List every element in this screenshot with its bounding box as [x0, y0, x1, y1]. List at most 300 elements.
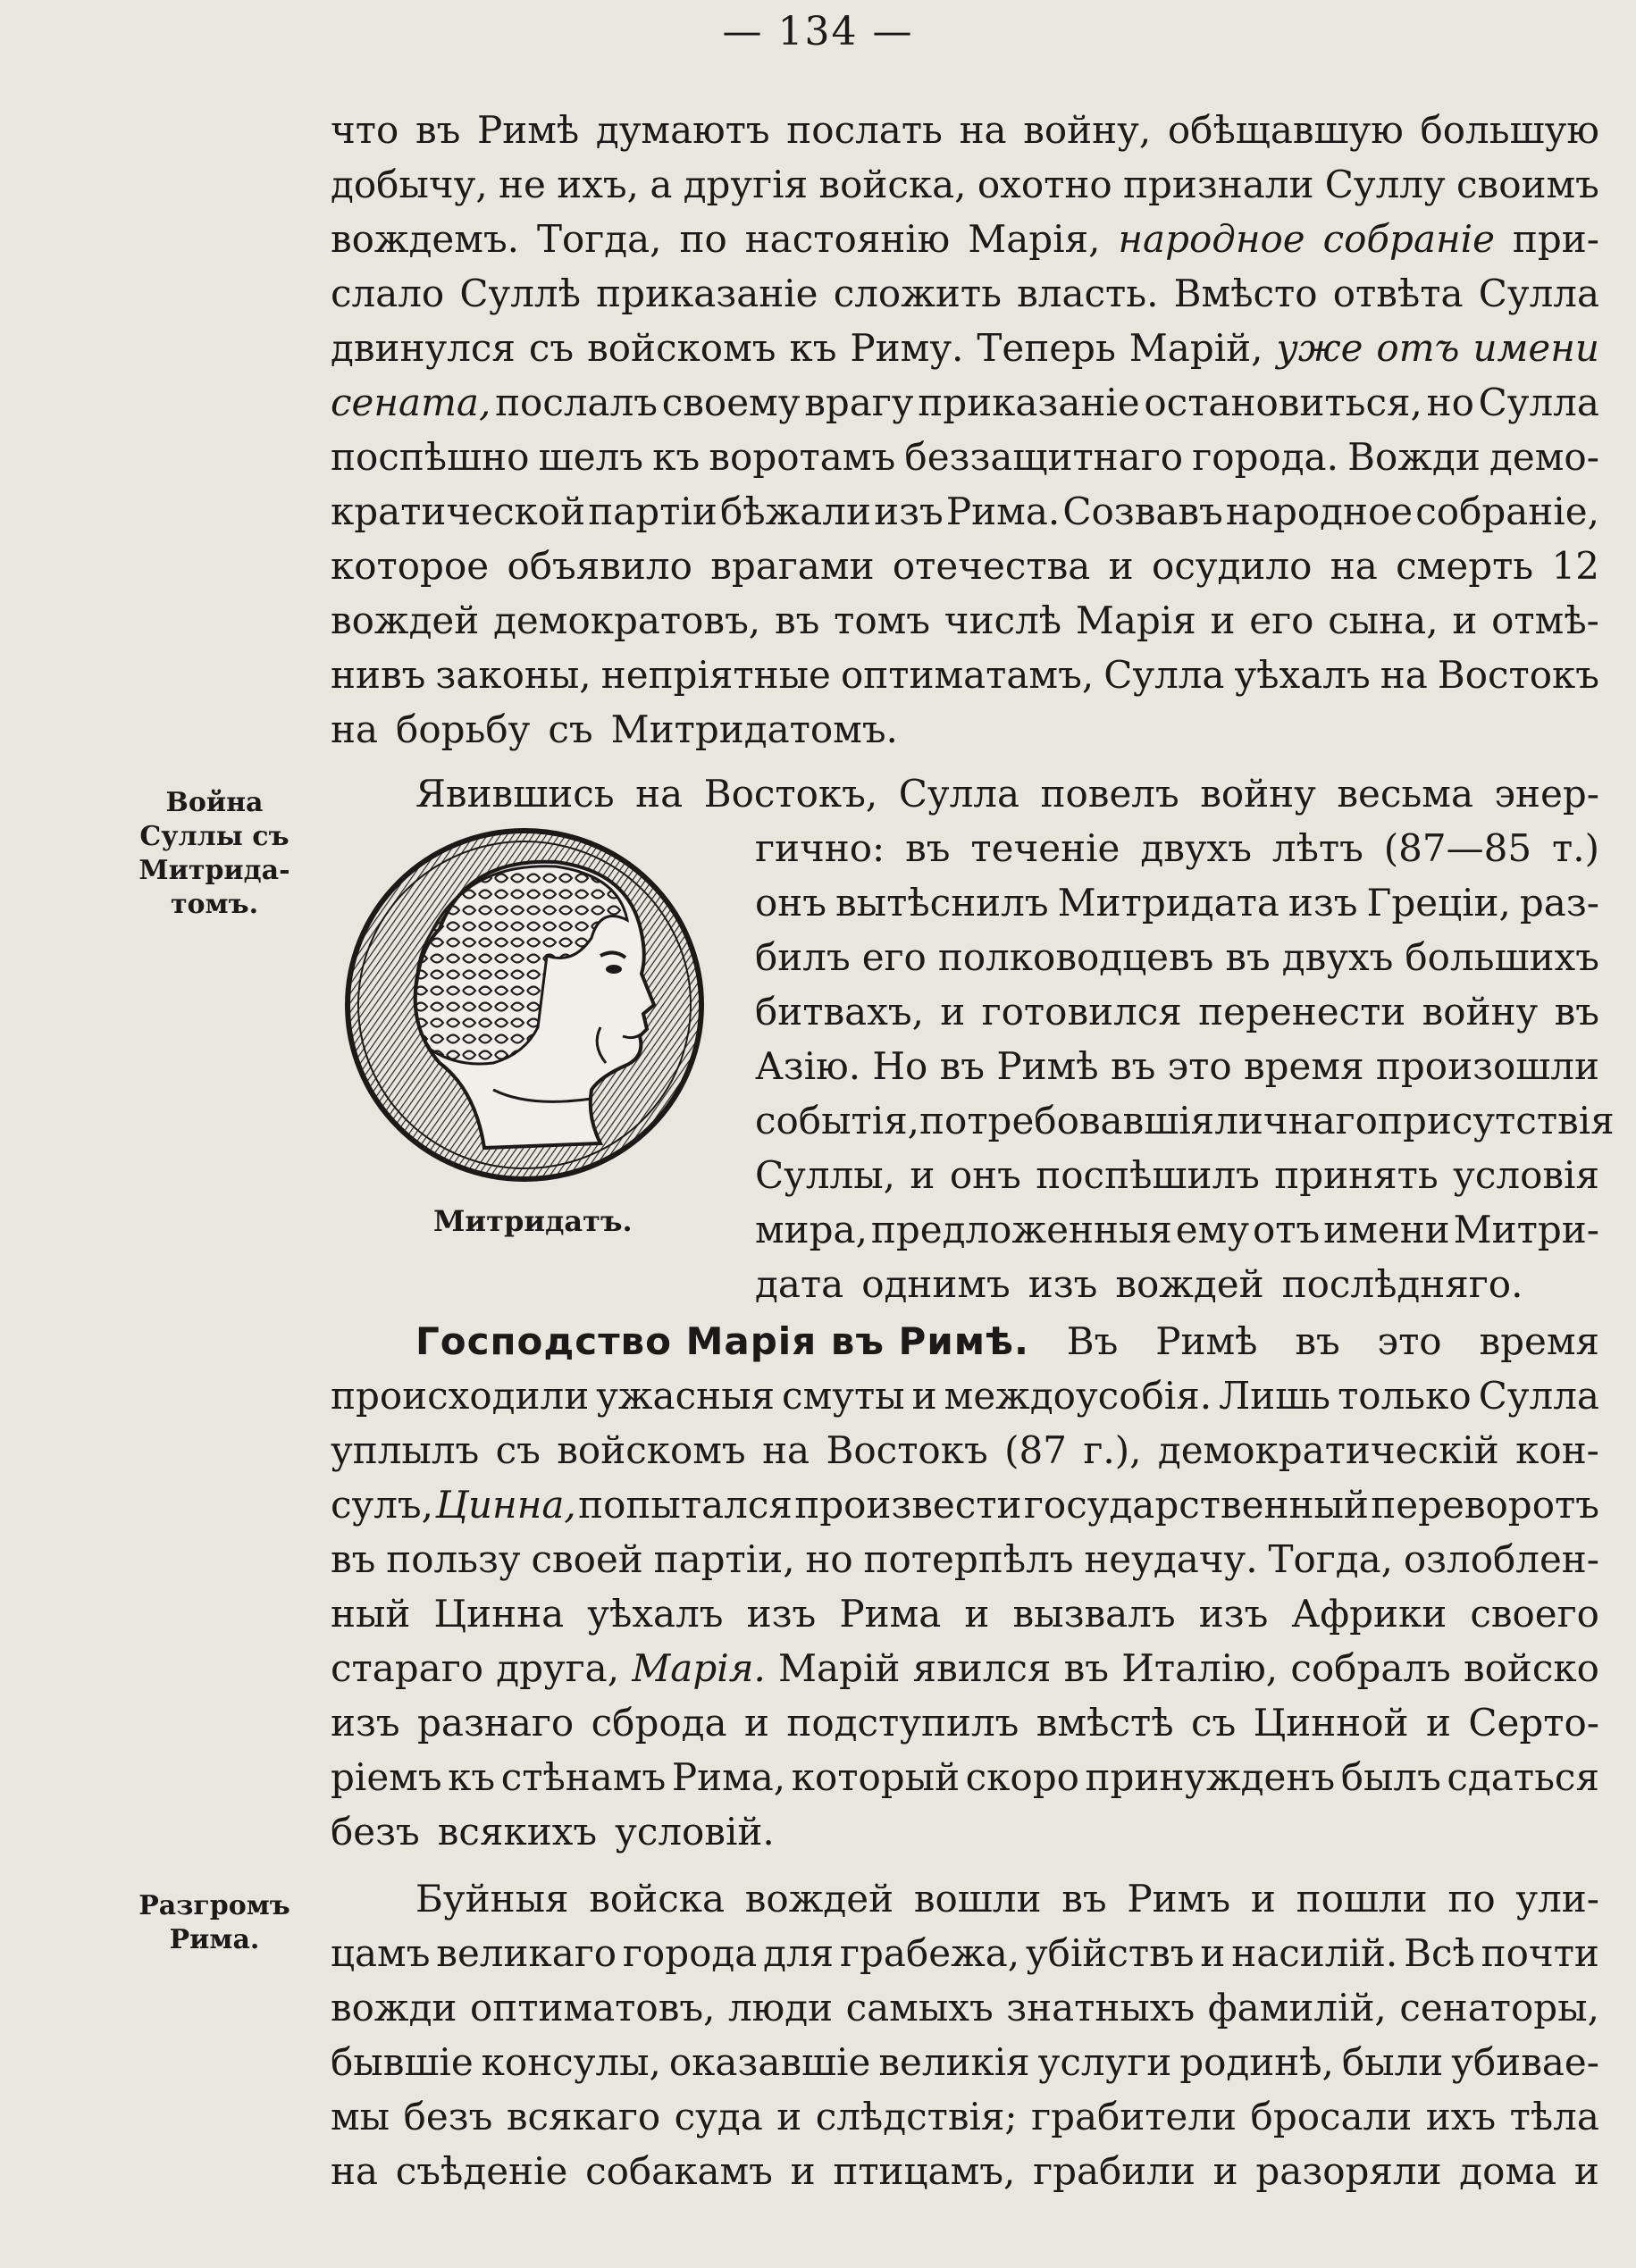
word: отъ	[1252, 1208, 1321, 1251]
word: Римѣ	[1155, 1319, 1258, 1363]
word: Буйныя	[415, 1877, 569, 1921]
word: непріятные	[600, 653, 831, 697]
word: птицамъ,	[833, 2149, 1016, 2193]
text-line	[331, 1641, 1599, 1695]
word: и	[776, 2095, 802, 2138]
word: ихъ,	[557, 163, 639, 206]
page-number: — 134 —	[722, 9, 914, 54]
margin-note-rout: Разгромъ Рима.	[138, 1890, 290, 1955]
word: только	[1338, 1374, 1472, 1418]
word: признали	[1122, 163, 1314, 206]
text-line	[755, 875, 1599, 930]
word: (87—85	[1383, 826, 1532, 870]
word: изъ	[1028, 1262, 1098, 1306]
word: междоусобія.	[944, 1374, 1212, 1418]
word: Марія,	[968, 217, 1101, 261]
word: Рима,	[671, 1755, 786, 1799]
word: своимъ	[1456, 163, 1599, 206]
word: въ	[415, 108, 461, 152]
word: врагу	[804, 381, 914, 424]
word: великаго	[436, 1931, 617, 1975]
text-line	[331, 1314, 1599, 1368]
word: приказаніе	[596, 272, 818, 315]
word: сдаться	[1447, 1755, 1599, 1799]
word: послѣдняго.	[1281, 1262, 1523, 1306]
word: послалъ	[495, 381, 658, 424]
word: подступилъ	[786, 1701, 1019, 1745]
word: кон-	[1515, 1428, 1599, 1472]
word: къ	[448, 1755, 496, 1799]
word: дома	[1459, 2149, 1557, 2193]
paragraph-1	[331, 103, 1599, 757]
word: личнаго	[1214, 1099, 1378, 1142]
word: время	[1244, 1044, 1364, 1088]
word: условія	[1453, 1153, 1599, 1197]
word: Суллу	[1324, 163, 1446, 206]
text-line	[331, 1477, 1599, 1532]
word: власть.	[1017, 272, 1159, 315]
word: почти	[1481, 1931, 1599, 1975]
word: 12	[1551, 544, 1599, 588]
word: и	[1452, 598, 1478, 642]
word: оказавшіе	[668, 2040, 871, 2084]
word: съѣденіе	[395, 2149, 568, 2193]
text-line	[755, 1202, 1599, 1257]
word: и	[1212, 2149, 1238, 2193]
text-line	[331, 1368, 1599, 1423]
word: на	[331, 707, 379, 751]
word: услуги	[1037, 2040, 1172, 2084]
word: послать	[786, 108, 943, 152]
word: насилій.	[1231, 1931, 1398, 1975]
word: Но	[872, 1044, 928, 1088]
word: собакамъ	[585, 2149, 773, 2193]
text-line	[755, 821, 1599, 875]
word: думаютъ	[595, 108, 770, 152]
word: дата	[755, 1262, 844, 1306]
word: Цинной	[1253, 1701, 1409, 1745]
mithridates-coin-image	[332, 822, 726, 1197]
word: произвести	[794, 1483, 1022, 1527]
word: съ	[528, 326, 575, 370]
word: Тогда,	[1268, 1537, 1393, 1581]
text-line	[331, 266, 1599, 321]
word: стараго	[331, 1646, 484, 1690]
word: попытался	[578, 1483, 793, 1527]
word: не	[499, 163, 546, 206]
word: двухъ	[1281, 935, 1394, 979]
word: на	[1380, 653, 1428, 697]
word: и	[911, 1374, 937, 1418]
word: Въ	[1066, 1319, 1119, 1363]
word: при-	[1512, 217, 1599, 261]
word: теченіе	[970, 826, 1120, 870]
word: и	[1250, 1877, 1276, 1921]
word: города	[622, 1931, 758, 1975]
word: ихъ	[1425, 2095, 1497, 2138]
word: Серто-	[1468, 1701, 1599, 1745]
word: государственный	[1023, 1483, 1369, 1527]
word: Марій	[778, 1646, 901, 1690]
word: шелъ	[538, 435, 643, 479]
word: бросали	[1250, 2095, 1413, 2138]
word: и	[964, 1592, 990, 1636]
word: сброда	[591, 1701, 727, 1745]
text-line	[331, 484, 1599, 539]
word: изъ	[331, 1701, 400, 1745]
word: двухъ	[1140, 826, 1252, 870]
word: безъ	[403, 2095, 493, 2138]
word: г.),	[1083, 1428, 1142, 1472]
word: партіи,	[653, 1537, 795, 1581]
word: а	[650, 163, 673, 206]
word: энер-	[1494, 772, 1599, 816]
word: грабители	[1031, 2095, 1237, 2138]
word: потерпѣлъ	[863, 1537, 1074, 1581]
word: вождей	[1115, 1262, 1264, 1306]
text-line	[331, 1750, 1599, 1804]
word: (87	[1004, 1428, 1067, 1472]
word: которое	[331, 544, 490, 588]
paragraph-2-wrapped	[755, 821, 1615, 1311]
word: въ	[1225, 935, 1271, 979]
coin-caption: Митридатъ.	[433, 1204, 633, 1238]
word: вождемъ.	[331, 217, 520, 261]
word: сулъ,	[331, 1483, 433, 1527]
word: перенести	[1198, 990, 1406, 1034]
word: числѣ	[944, 598, 1062, 642]
word: города.	[1192, 435, 1338, 479]
word: войскомъ	[587, 326, 776, 370]
word: грабили	[1033, 2149, 1196, 2193]
word: но	[805, 1537, 853, 1581]
word: условій.	[615, 1810, 775, 1854]
word: въ	[331, 1537, 376, 1581]
word: своего	[1470, 1592, 1599, 1636]
word: для	[763, 1931, 835, 1975]
word: въ	[1061, 1877, 1107, 1921]
word: въ	[1554, 990, 1599, 1034]
word: битвахъ,	[755, 990, 924, 1034]
word: и	[1573, 2149, 1599, 2193]
word: Марія.	[632, 1646, 766, 1690]
word: партіи	[588, 490, 717, 533]
word: мы	[331, 2095, 390, 2138]
word: т.)	[1552, 826, 1599, 870]
paragraph-3	[331, 1368, 1599, 1859]
text-line	[755, 1093, 1615, 1148]
word: поспѣшилъ	[1036, 1153, 1260, 1197]
word: поспѣшно	[331, 435, 530, 479]
word: своей	[531, 1537, 643, 1581]
word: двинулся	[331, 326, 516, 370]
text-line	[331, 375, 1599, 430]
word: вмѣстѣ	[1036, 1701, 1174, 1745]
word: раз-	[1519, 881, 1599, 925]
word: въ	[774, 598, 820, 642]
word: уплылъ	[331, 1428, 480, 1472]
word: и	[790, 2149, 816, 2193]
word: слало	[331, 272, 445, 315]
word: пошли	[1296, 1877, 1428, 1921]
word: ему	[1175, 1208, 1250, 1251]
word: войну	[1200, 772, 1316, 816]
word: безъ	[331, 1810, 420, 1854]
word: люди	[727, 1986, 834, 2029]
word: Тогда,	[536, 217, 662, 261]
word: всякаго	[506, 2095, 661, 2138]
word: фамилій,	[1207, 1986, 1387, 2029]
word: по	[679, 217, 727, 261]
text-line	[331, 1871, 1599, 1926]
word: Митридата	[1057, 881, 1279, 925]
word: его	[861, 935, 927, 979]
text-line	[331, 1926, 1599, 1980]
word: сына,	[1328, 598, 1439, 642]
word: изъ	[1198, 1592, 1269, 1636]
word: Всѣ	[1404, 1931, 1475, 1975]
word: войска	[589, 1877, 726, 1921]
word: смуты	[782, 1374, 905, 1418]
word: готовился	[981, 990, 1182, 1034]
word: Марія	[1075, 598, 1196, 642]
text-line	[755, 1039, 1599, 1093]
word: въ	[1110, 1044, 1156, 1088]
word: Сулла	[1103, 653, 1225, 697]
text-line	[331, 1804, 1599, 1859]
word: разоряли	[1255, 2149, 1442, 2193]
word: цамъ	[331, 1931, 431, 1975]
word: лѣтъ	[1271, 826, 1363, 870]
word: потребовавшія	[919, 1099, 1215, 1142]
margin-note-war: Война Суллы съ Митрида- томъ.	[138, 787, 290, 920]
word: и	[910, 1153, 935, 1197]
word: на	[1330, 544, 1378, 588]
word: ный	[331, 1592, 411, 1636]
word: другія	[683, 163, 809, 206]
word: отечества	[892, 544, 1091, 588]
word: вытѣснилъ	[835, 881, 1049, 925]
word: уѣхалъ	[1234, 653, 1371, 697]
word: Востокъ	[1437, 653, 1599, 697]
word: Азію.	[755, 1044, 861, 1088]
word: повелъ	[1040, 772, 1179, 816]
word: имени	[1323, 1208, 1450, 1251]
word: скоро	[965, 1755, 1079, 1799]
word: Сулла	[898, 772, 1020, 816]
text-line	[331, 1586, 1599, 1641]
text-line	[331, 2035, 1599, 2089]
text-line	[331, 1423, 1599, 1477]
word: войскомъ	[557, 1428, 746, 1472]
word: въ	[1295, 1319, 1340, 1363]
word: полководцевъ	[937, 935, 1214, 979]
word: народное	[1118, 217, 1305, 261]
word: оптиматамъ,	[840, 653, 1095, 697]
word: и	[743, 1701, 769, 1745]
text-line	[331, 430, 1599, 484]
paragraph-4	[331, 1871, 1599, 2198]
word: народное	[1225, 490, 1414, 533]
word: на	[635, 772, 684, 816]
word: осудило	[1152, 544, 1313, 588]
word: большую	[1420, 108, 1599, 152]
word: оптиматовъ,	[469, 1986, 716, 2029]
word: и	[1210, 598, 1236, 642]
text-line	[331, 539, 1599, 593]
word: войско	[1463, 1646, 1599, 1690]
word: на	[959, 108, 1007, 152]
word: на	[762, 1428, 810, 1472]
text-line	[331, 1695, 1599, 1750]
word: были	[1341, 2040, 1444, 2084]
word: Римѣ	[476, 108, 580, 152]
word: Римѣ	[996, 1044, 1099, 1088]
word: гично:	[755, 826, 885, 870]
word: и	[1200, 1931, 1226, 1975]
word: вошли	[913, 1877, 1042, 1921]
word: собралъ	[1290, 1646, 1451, 1690]
word: однимъ	[861, 1262, 1011, 1306]
word: своему	[661, 381, 801, 424]
word: предложенныя	[870, 1208, 1172, 1251]
word: Цинна,	[435, 1483, 576, 1527]
word: Лишь	[1219, 1374, 1331, 1418]
word: остановиться,	[1144, 381, 1422, 424]
word: билъ	[755, 935, 851, 979]
word: въ	[939, 1044, 986, 1088]
word: беззащитнаго	[904, 435, 1184, 479]
word: это	[1167, 1044, 1232, 1088]
word: ужасныя	[596, 1374, 776, 1418]
word: Сулла	[1478, 272, 1599, 315]
word: по	[1447, 1877, 1496, 1921]
word: большихъ	[1405, 935, 1599, 979]
text-line	[755, 1148, 1599, 1202]
word: Марій,	[1128, 326, 1263, 370]
word: Сулла	[1478, 1374, 1599, 1418]
word: Востокъ	[826, 1428, 988, 1472]
word: охотно	[977, 163, 1112, 206]
word: Явившись	[415, 772, 615, 816]
text-line	[331, 766, 1599, 821]
word: суда	[674, 2095, 763, 2138]
coin-illustration	[332, 822, 761, 1201]
word: Сулла	[1478, 381, 1599, 424]
word: великія	[878, 2040, 1030, 2084]
word: войну	[1422, 990, 1539, 1034]
word: на	[331, 2149, 379, 2193]
word: явился	[912, 1646, 1052, 1690]
word: Созвавъ	[1062, 490, 1223, 533]
word: изъ	[874, 490, 944, 533]
text-line	[331, 212, 1599, 266]
word: демократовъ,	[493, 598, 761, 642]
section-heading-line	[331, 1314, 1599, 1368]
word: произошли	[1375, 1044, 1599, 1088]
word: съ	[548, 707, 593, 751]
word: изъ	[746, 1592, 817, 1636]
word: имени	[1472, 326, 1599, 370]
word: который	[791, 1755, 961, 1799]
word: это	[1377, 1319, 1442, 1363]
word: событія,	[755, 1099, 920, 1142]
text-line	[331, 593, 1599, 648]
word: борьбу	[396, 707, 531, 751]
word: былъ	[1340, 1755, 1441, 1799]
word: неудачу.	[1084, 1537, 1258, 1581]
word: всякихъ	[437, 1810, 598, 1854]
text-line	[331, 2089, 1599, 2144]
word: принять	[1274, 1153, 1439, 1197]
word: собраніе	[1322, 217, 1495, 261]
word: Востокъ,	[703, 772, 878, 816]
word: приказаніе	[918, 381, 1140, 424]
text-line	[755, 984, 1599, 1039]
word: демо-	[1489, 435, 1599, 479]
word: демократическій	[1157, 1428, 1499, 1472]
word: что	[331, 108, 399, 152]
word: Суллы,	[755, 1153, 895, 1197]
word: и	[940, 990, 966, 1034]
word: время	[1479, 1319, 1599, 1363]
text-line	[331, 1532, 1599, 1586]
word: Цинна	[433, 1592, 565, 1636]
word: вождей	[744, 1877, 894, 1921]
word: Митри-	[1453, 1208, 1599, 1251]
word: происходили	[331, 1374, 590, 1418]
word: изъ	[1288, 881, 1358, 925]
word: присутствія	[1377, 1099, 1615, 1142]
word: Рима.	[945, 490, 1061, 533]
word: бывшіе	[331, 2040, 474, 2084]
word: Вожди	[1347, 435, 1481, 479]
word: его	[1249, 598, 1314, 642]
word: смерть	[1396, 544, 1534, 588]
word: мира,	[755, 1208, 868, 1251]
word: родинѣ,	[1179, 2040, 1334, 2084]
word: убійствъ	[1025, 1931, 1195, 1975]
word: отвѣта	[1332, 272, 1464, 315]
word: Рима	[839, 1592, 942, 1636]
text-line	[331, 2144, 1599, 2198]
word: грабежа,	[840, 1931, 1020, 1975]
word: друга,	[496, 1646, 620, 1690]
word: съ	[495, 1428, 541, 1472]
word: воротамъ	[709, 435, 896, 479]
word: сенаторы,	[1399, 1986, 1599, 2029]
word: съ	[1190, 1701, 1237, 1745]
word: сената,	[331, 381, 491, 424]
word: Африки	[1291, 1592, 1447, 1636]
word: обѣщавшую	[1167, 108, 1404, 152]
word: нивъ	[331, 653, 426, 697]
word: ріемъ	[331, 1755, 442, 1799]
text-line	[331, 157, 1599, 212]
word: Митридатомъ.	[610, 707, 898, 751]
word: въ	[1063, 1646, 1109, 1690]
word: уѣхалъ	[587, 1592, 724, 1636]
word: пользу	[386, 1537, 521, 1581]
word: законы,	[435, 653, 591, 697]
word: весьма	[1337, 772, 1473, 816]
word: самыхъ	[845, 1986, 994, 2029]
paragraph-2-first-line	[331, 766, 1599, 821]
word: собраніе,	[1415, 490, 1599, 533]
word: вожди	[331, 1986, 457, 2029]
word: онъ	[949, 1153, 1021, 1197]
word: войска,	[818, 163, 967, 206]
